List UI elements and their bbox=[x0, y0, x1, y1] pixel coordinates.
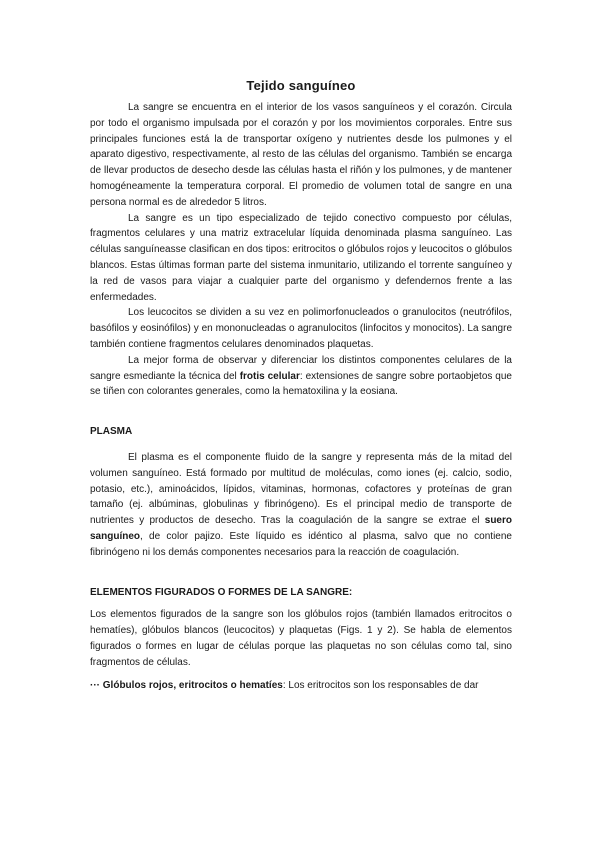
plasma-text-a: El plasma es el componente fluido de la sangre y representa más de la mitad del volumen sanguíneo. Está formado por multitud de moléculas, como iones (ej. calcio, sodio, potasio, etc.), aminoácidos, lípidos, vitaminas, hormonas, cofactores y proteínas de gran tamaño (ej. albúminas, globulinas y fibrinógeno). Es el principal medio de transporte de nutrientes y productos de desecho. Tras la coagulación de la sangre se extrae el bbox=[90, 451, 512, 527]
intro-paragraph-2: La sangre es un tipo especializado de tejido conectivo compuesto por células, fragmentos celulares y una matriz extracelular líquida denominada plasma sanguíneo. Las células sanguíneasse clasifican en dos tipos: eritrocitos o glóbulos rojos y leucocitos o glóbulos blancos. Estas últimas forman parte del sistema inmunitario, utilizando el torrente sanguíneo y la red de vasos para viajar a cualquier parte del organismo y defendernos frente a las enfermedades. bbox=[90, 212, 512, 303]
bullet-text: : Los eritrocitos son los responsables de dar bbox=[282, 679, 479, 691]
plasma-paragraph bbox=[90, 450, 512, 561]
bullet-item bbox=[90, 678, 512, 694]
intro-p4-text-a: La mejor forma de observar y diferenciar los distintos componentes celulares de la sangre esmediante la técnica del bbox=[90, 354, 512, 382]
elementos-heading: ELEMENTOS FIGURADOS O FORMES DE LA SANGRE: bbox=[90, 586, 353, 598]
plasma-text-b: , de color pajizo. Este líquido es idéntico al plasma, salvo que no contiene fibrinógeno ni los demás componentes necesarios para la reacción de coagulación. bbox=[90, 530, 512, 558]
intro-p4-bold: frotis celular bbox=[239, 370, 300, 382]
plasma-bold: suero sanguíneo bbox=[90, 515, 512, 542]
elementos-paragraph: Los elementos figurados de la sangre son los glóbulos rojos (también llamados eritrocitos o hematíes), glóbulos blancos (leucocitos) y plaquetas (Figs. 1 y 2). Se habla de elementos figurados o formes en lugar de células porque las plaquetas no son células como tal, sino fragmentos de células. bbox=[90, 609, 512, 668]
intro-paragraph-4 bbox=[90, 353, 512, 400]
document-page bbox=[90, 78, 512, 693]
intro-paragraph-1: La sangre se encuentra en el interior de los vasos sanguíneos y el corazón. Circula por todo el organismo impulsada por el corazón y por los movimientos corporales. Entre sus principales funciones está la de transportar oxígeno y nutrientes desde los pulmones y el aparato digestivo, respectivamente, al resto de las células del organismo. También se encarga de llevar productos de desecho desde las células hasta el riñón y los pulmones, y de mantener homogéneamente la temperatura corporal. El promedio de volumen total de sangre en una persona normal es de alrededor 5 litros. bbox=[90, 102, 512, 208]
plasma-heading: PLASMA bbox=[90, 426, 133, 438]
bullet-bold: Glóbulos rojos, eritrocitos o hematíes bbox=[102, 679, 283, 691]
bullet-marker: ··· bbox=[90, 679, 100, 691]
intro-paragraph-3: Los leucocitos se dividen a su vez en polimorfonucleados o granulocitos (neutrófilos, basófilos y eosinófilos) y en mononucleadas o agranulocitos (linfocitos y monocitos). La sangre también contiene fragmentos celulares denominados plaquetas. bbox=[90, 307, 512, 350]
page-title: Tejido sanguíneo bbox=[246, 78, 356, 93]
intro-p4-text-b: : extensiones de sangre sobre portaobjetos que se tiñen con colorantes generales, como la hematoxilina y la eosiana. bbox=[90, 370, 512, 398]
